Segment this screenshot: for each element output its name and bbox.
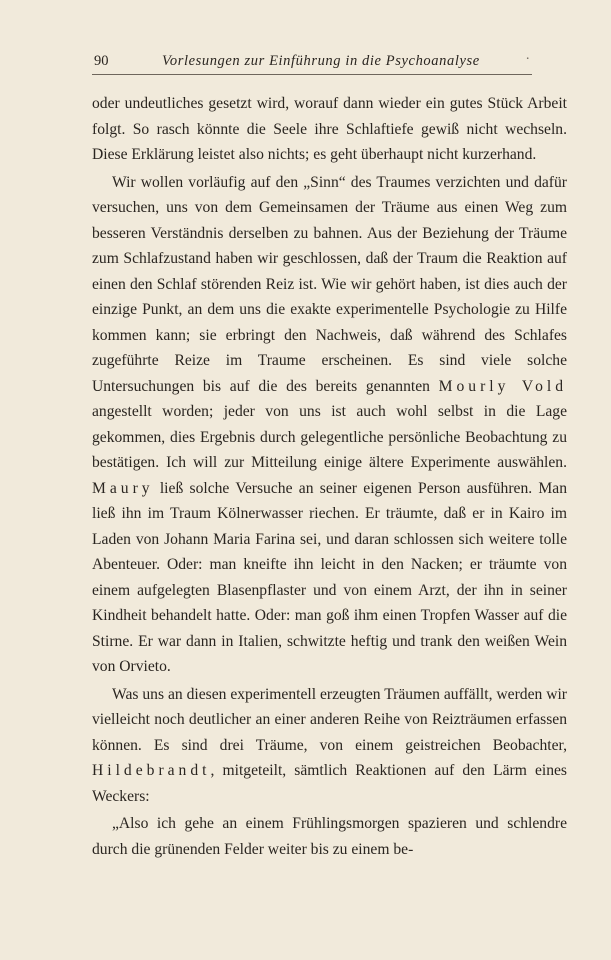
text-segment: „Also ich gehe an einem Frühlingsmorgen spazieren und schlendre durch die grünenden Felder weiter bis zu einem be-: [92, 815, 567, 858]
page-header: [92, 50, 532, 75]
text-segment: angestellt worden; jeder von uns ist auch wohl selbst in die Lage gekommen, dies Ergebnis durch gelegentliche persönliche Beobachtung zu bestätigen. Ich will zur Mitteilung einige ältere Experimente auswählen.: [92, 403, 567, 471]
running-title: Vorlesungen zur Einführung in die Psychoanalyse: [162, 53, 480, 69]
page-number: 90: [94, 53, 109, 69]
text-segment: Wir wollen vorläufig auf den „Sinn“ des Traumes verzichten und dafür versuchen, uns von dem Gemeinsamen der Träume aus einen Weg zum besseren Verständnis derselben zu bahnen. Aus der Beziehung der Träume zum Schlafzustand haben wir geschlossen, daß der Traum die Reaktion auf einen den Schlaf störenden Reiz ist. Wie wir gehört haben, ist dies auch der einzige Punkt, an dem uns die exakte experimentelle Psychologie zu Hilfe kommen kann; sie erbringt den Nachweis, daß während des Schlafes zugeführte Reize im Traume erscheinen. Es sind viele solche Untersuchungen bis auf die des bereits genannten: [92, 173, 567, 395]
text-segment: ließ solche Versuche an seiner eigenen Person ausführen. Man ließ ihn im Traum Kölnerwasser riechen. Er träumte, daß er in Kairo im Laden von Johann Maria Farina sei, und daran schlossen sich weitere tolle Abenteuer. Oder: man kneifte ihn leicht in den Nacken; er träumte von einem aufgelegten Blasenpflaster und von einem Arzt, der ihn in seiner Kindheit behandelt hatte. Oder: man goß ihm einen Tropfen Wasser auf die Stirne. Er war dann in Italien, schwitzte heftig und trank den weißen Wein von Orvieto.: [92, 479, 567, 675]
paragraph: [92, 811, 567, 862]
paragraph: [92, 91, 567, 168]
author-name: Mourly Vold: [438, 377, 568, 395]
paragraph: [92, 682, 567, 810]
author-name: Maury: [92, 479, 154, 497]
header-ornament: ·: [525, 52, 530, 67]
body-text: [92, 91, 567, 864]
author-name: Hildebrandt: [92, 762, 211, 779]
text-segment: , mitgeteilt, sämtlich Reaktionen auf den Lärm eines Weckers:: [92, 762, 567, 805]
text-segment: oder undeutliches gesetzt wird, worauf dann wieder ein gutes Stück Arbeit folgt. So rasch könnte die Seele ihre Schlaftiefe gewiß nicht wechseln. Diese Erklärung leistet also nichts; es geht überhaupt nicht kurzerhand.: [92, 95, 567, 163]
text-segment: Was uns an diesen experimentell erzeugten Träumen auffällt, werden wir vielleicht noch deutlicher an einer anderen Reihe von Reizträumen erfassen können. Es sind drei Träume, von einem geistreichen Beobachter,: [92, 685, 567, 754]
paragraph: [92, 170, 567, 680]
